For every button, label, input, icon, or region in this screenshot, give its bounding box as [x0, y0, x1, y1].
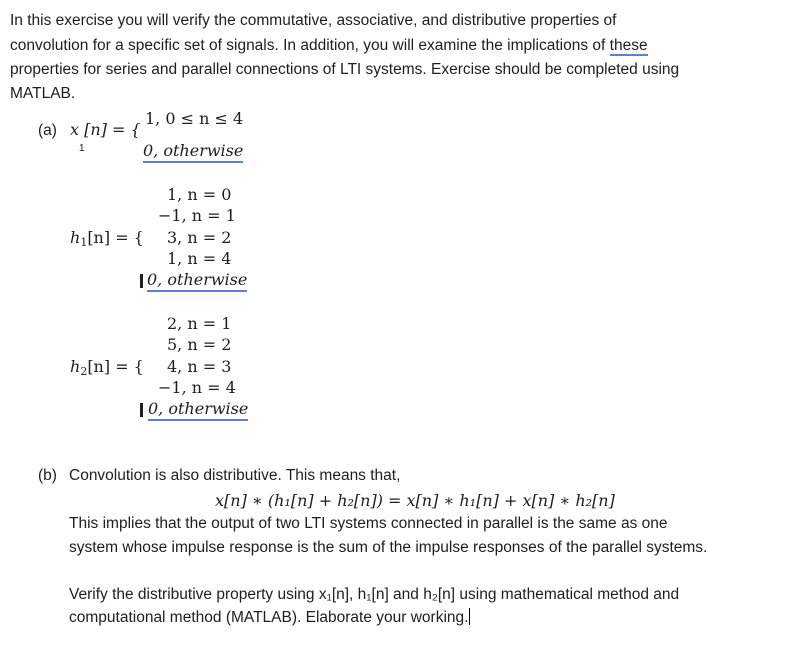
- h2-lhs-h: h: [70, 357, 81, 376]
- part-b-line-1: Convolution is also distributive. This means that,: [69, 467, 401, 484]
- x-case-1: 1, 0 ≤ n ≤ 4: [145, 109, 244, 128]
- x-subscript: 1: [79, 143, 85, 154]
- h1-case-3: 3, n = 2: [167, 228, 232, 247]
- h2-lhs-rest: [n] = {: [87, 357, 144, 376]
- h1-lhs-rest: [n] = {: [87, 228, 144, 247]
- text-cursor: [469, 608, 470, 625]
- h2-case-3: 4, n = 3: [167, 357, 232, 376]
- underlined-word-these: these: [609, 37, 648, 54]
- intro-line-4: MATLAB.: [10, 85, 76, 102]
- h1-lhs-sub: 1: [80, 236, 88, 249]
- h1-case-otherwise: 0, otherwise: [147, 270, 247, 292]
- part-a-label: (a): [38, 122, 57, 139]
- h1-case-2: −1, n = 1: [158, 206, 236, 225]
- intro-line-3: properties for series and parallel connections of LTI systems. Exercise should be completed using: [10, 61, 680, 78]
- x-case-otherwise: 0, otherwise: [143, 141, 243, 163]
- part-b-line-3: system whose impulse response is the sum of the impulse responses of the parallel systems.: [69, 539, 708, 556]
- part-b-line-4: Verify the distributive property using x₁[n], h₁[n] and h₂[n] using mathematical method and: [69, 586, 680, 603]
- part-b-line-5: [69, 608, 470, 628]
- h2-lhs: [70, 357, 144, 382]
- h1-lhs: [70, 228, 144, 253]
- h1-case-4: 1, n = 4: [167, 249, 232, 268]
- h2-case-4: −1, n = 4: [158, 378, 236, 397]
- part-b-line-5-text: computational method (MATLAB). Elaborate your working.: [69, 609, 469, 626]
- distributive-equation: x[n] ∗ (h₁[n] + h₂[n]) = x[n] ∗ h₁[n] + x[n] ∗ h₂[n]: [215, 491, 615, 510]
- part-b-label: (b): [38, 467, 57, 484]
- h2-case-2: 5, n = 2: [167, 335, 232, 354]
- equation-anchor-marker: [140, 403, 143, 417]
- h1-lhs-h: h: [70, 228, 81, 247]
- h1-case-1: 1, n = 0: [167, 185, 232, 204]
- h2-lhs-sub: 2: [80, 365, 88, 378]
- x-signal-lhs: x [n] = {: [70, 120, 141, 139]
- intro-line-2-text: convolution for a specific set of signals. In addition, you will examine the implications of: [10, 37, 606, 54]
- intro-line-2: [10, 36, 648, 56]
- part-b-line-2: This implies that the output of two LTI systems connected in parallel is the same as one: [69, 515, 668, 532]
- intro-line-1: In this exercise you will verify the commutative, associative, and distributive properties of: [10, 12, 617, 29]
- h2-case-otherwise: 0, otherwise: [148, 399, 248, 421]
- equation-anchor-marker: [140, 274, 143, 288]
- h2-case-1: 2, n = 1: [167, 314, 232, 333]
